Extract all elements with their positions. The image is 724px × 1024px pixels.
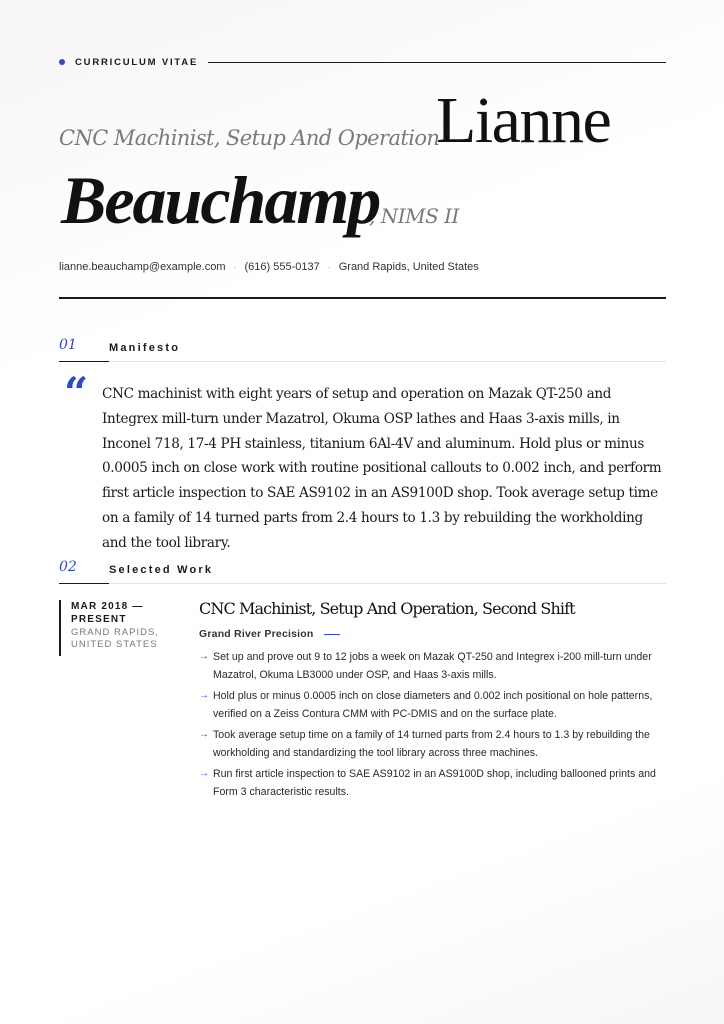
list-item bbox=[199, 765, 669, 801]
contact-separator: · bbox=[327, 262, 331, 272]
section-rule-accent bbox=[59, 361, 109, 362]
section-rule bbox=[109, 583, 666, 584]
bullet-text: Hold plus or minus 0.0005 inch on close diameters and 0.002 inch positional on hole patterns, verified on a Zeiss Contura CMM with PC-DMIS and on the surface plate. bbox=[213, 690, 653, 720]
job-bullets bbox=[199, 648, 669, 804]
bullet-text: Set up and prove out 9 to 12 jobs a week on Mazak QT-250 and Integrex i-200 mill-turn under Mazatrol, Okuma LB3000 under OSP, and Haas 3-axis mills. bbox=[213, 651, 652, 681]
list-item bbox=[199, 648, 669, 684]
section-title: Selected Work bbox=[109, 564, 214, 576]
role-title: CNC Machinist, Setup And Operation bbox=[59, 126, 440, 150]
section-heading-work bbox=[59, 559, 666, 585]
arrow-right-icon: → bbox=[199, 651, 209, 662]
section-rule-accent bbox=[59, 583, 109, 584]
work-entry-meta bbox=[59, 600, 167, 656]
first-name: Lianne bbox=[436, 84, 611, 157]
contact-separator: · bbox=[233, 262, 237, 272]
email-link[interactable]: lianne.beauchamp@example.com bbox=[59, 261, 226, 273]
list-item bbox=[199, 687, 669, 723]
accent-dot bbox=[59, 59, 65, 65]
header-divider bbox=[59, 297, 666, 299]
arrow-right-icon: → bbox=[199, 768, 209, 779]
section-number: 01 bbox=[59, 337, 77, 353]
last-name: Beauchamp bbox=[61, 162, 380, 238]
bullet-text: Took average setup time on a family of 14 turned parts from 2.4 hours to 1.3 by rebuilding the workholding and standardizing the tool library across three machines. bbox=[213, 729, 650, 759]
credential: , NIMS II bbox=[369, 204, 459, 228]
company-row bbox=[199, 628, 340, 640]
work-dates: MAR 2018 — PRESENT bbox=[71, 601, 144, 625]
company-name: Grand River Precision bbox=[199, 628, 314, 640]
quote-icon: “ bbox=[64, 368, 89, 417]
arrow-right-icon: → bbox=[199, 690, 209, 701]
company-dash bbox=[324, 634, 340, 635]
bullet-text: Run first article inspection to SAE AS9102 in an AS9100D shop, including ballooned prints and Form 3 characteristic results. bbox=[213, 768, 656, 798]
section-heading-manifesto bbox=[59, 337, 666, 363]
manifesto-text: CNC machinist with eight years of setup and operation on Mazak QT-250 and Integrex mill-turn under Mazatrol, Okuma OSP lathes and Haas 3-axis mills, in Inconel 718, 17-4 PH stainless, titanium 6Al-4V and aluminum. Hold plus or minus 0.0005 inch on close work with routine positional callouts to 0.002 inch, and perform first article inspection to SAE AS9102 in an AS9100D shop. Took average setup time on a family of 14 turned parts from 2.4 hours to 1.3 by rebuilding the workholding and the tool library. bbox=[102, 386, 662, 551]
arrow-right-icon: → bbox=[199, 729, 209, 740]
section-title: Manifesto bbox=[109, 342, 181, 354]
work-location: GRAND RAPIDS, UNITED STATES bbox=[71, 627, 159, 650]
section-rule bbox=[109, 361, 666, 362]
job-title: CNC Machinist, Setup And Operation, Second Shift bbox=[199, 599, 575, 618]
location-text: Grand Rapids, United States bbox=[338, 261, 479, 273]
document-label: CURRICULUM VITAE bbox=[75, 56, 199, 68]
header-rule bbox=[208, 62, 666, 63]
section-number: 02 bbox=[59, 559, 77, 575]
header-label-row bbox=[59, 56, 666, 68]
contact-line bbox=[59, 261, 479, 273]
phone-link[interactable]: (616) 555-0137 bbox=[244, 261, 320, 273]
list-item bbox=[199, 726, 669, 762]
